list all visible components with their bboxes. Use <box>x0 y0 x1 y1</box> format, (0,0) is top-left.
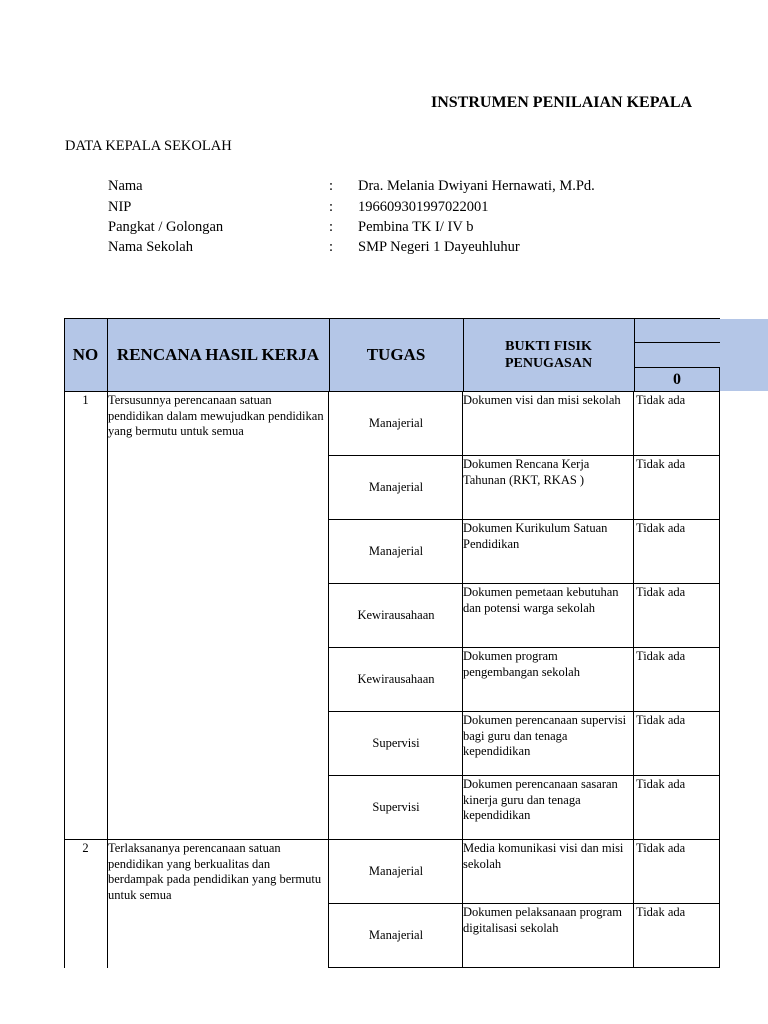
status-cell: Tidak ada <box>636 905 686 919</box>
bukti-cell: Dokumen perencanaan supervisi bagi guru dan tenaga kependidikan <box>463 713 627 758</box>
column-border-no <box>64 391 65 968</box>
info-label: Nama Sekolah <box>108 239 193 255</box>
status-cell: Tidak ada <box>636 585 686 599</box>
info-colon: : <box>329 239 334 255</box>
tugas-cell: Kewirausahaan <box>357 607 435 622</box>
page-title: INSTRUMEN PENILAIAN KEPALA <box>431 94 693 111</box>
info-value: 196609301997022001 <box>358 199 489 215</box>
header-rencana-hasil-kerja: RENCANA HASIL KERJA <box>116 345 320 364</box>
column-border-score <box>633 391 634 968</box>
status-cell: Tidak ada <box>636 777 686 791</box>
info-colon: : <box>329 178 334 194</box>
info-label: Pangkat / Golongan <box>108 219 224 235</box>
header-bukti-fisik: BUKTI FISIK PENUGASAN <box>504 339 593 371</box>
group-rencana: Terlaksananya perencanaan satuan pendidikan yang berkualitas dan berdampak pada pendidikan yang bermutu untuk semua <box>108 841 322 902</box>
tugas-cell: Manajerial <box>368 543 424 558</box>
tugas-cell: Manajerial <box>368 415 424 430</box>
info-value: Dra. Melania Dwiyani Hernawati, M.Pd. <box>358 178 595 194</box>
section-heading: DATA KEPALA SEKOLAH <box>65 138 232 154</box>
info-value: SMP Negeri 1 Dayeuhluhur <box>358 239 520 255</box>
info-row-nip <box>0 197 700 217</box>
info-colon: : <box>329 219 334 235</box>
row-border <box>328 967 720 968</box>
status-cell: Tidak ada <box>636 521 686 535</box>
bukti-cell: Dokumen Kurikulum Satuan Pendidikan <box>463 521 608 551</box>
tugas-cell: Manajerial <box>368 863 424 878</box>
bukti-cell: Dokumen perencanaan sasaran kinerja guru dan tenaga kependidikan <box>463 777 618 822</box>
group-rencana: Tersusunnya perencanaan satuan pendidikan dalam mewujudkan pendidikan yang bermutu untuk semua <box>108 393 324 438</box>
bukti-cell: Media komunikasi visi dan misi sekolah <box>463 841 624 871</box>
bukti-cell: Dokumen Rencana Kerja Tahunan (RKT, RKAS ) <box>463 457 590 487</box>
status-cell: Tidak ada <box>636 649 686 663</box>
status-cell: Tidak ada <box>636 841 686 855</box>
bukti-cell: Dokumen pemetaan kebutuhan dan potensi warga sekolah <box>463 585 619 615</box>
tugas-cell: Supervisi <box>372 735 420 750</box>
status-cell: Tidak ada <box>636 713 686 727</box>
header-no: NO <box>72 345 99 364</box>
status-cell: Tidak ada <box>636 393 686 407</box>
info-value: Pembina TK I/ IV b <box>358 219 474 235</box>
info-label: NIP <box>108 199 132 215</box>
tugas-cell: Supervisi <box>372 799 420 814</box>
group-number: 1 <box>82 393 89 407</box>
bukti-cell: Dokumen pelaksanaan program digitalisasi sekolah <box>463 905 622 935</box>
info-row-nama <box>0 176 700 196</box>
column-border-right <box>719 391 720 968</box>
bukti-cell: Dokumen program pengembangan sekolah <box>463 649 580 679</box>
tugas-cell: Manajerial <box>368 479 424 494</box>
info-row-sekolah <box>0 237 700 257</box>
header-sub-border <box>634 342 720 343</box>
status-cell: Tidak ada <box>636 457 686 471</box>
info-colon: : <box>329 199 334 215</box>
tugas-cell: Manajerial <box>368 927 424 942</box>
tugas-cell: Kewirausahaan <box>357 671 435 686</box>
bukti-cell: Dokumen visi dan misi sekolah <box>463 393 621 407</box>
info-label: Nama <box>108 178 143 194</box>
group-number: 2 <box>82 841 89 855</box>
info-row-pangkat <box>0 217 700 237</box>
header-tugas: TUGAS <box>366 345 426 364</box>
header-score: 0 <box>673 370 681 388</box>
